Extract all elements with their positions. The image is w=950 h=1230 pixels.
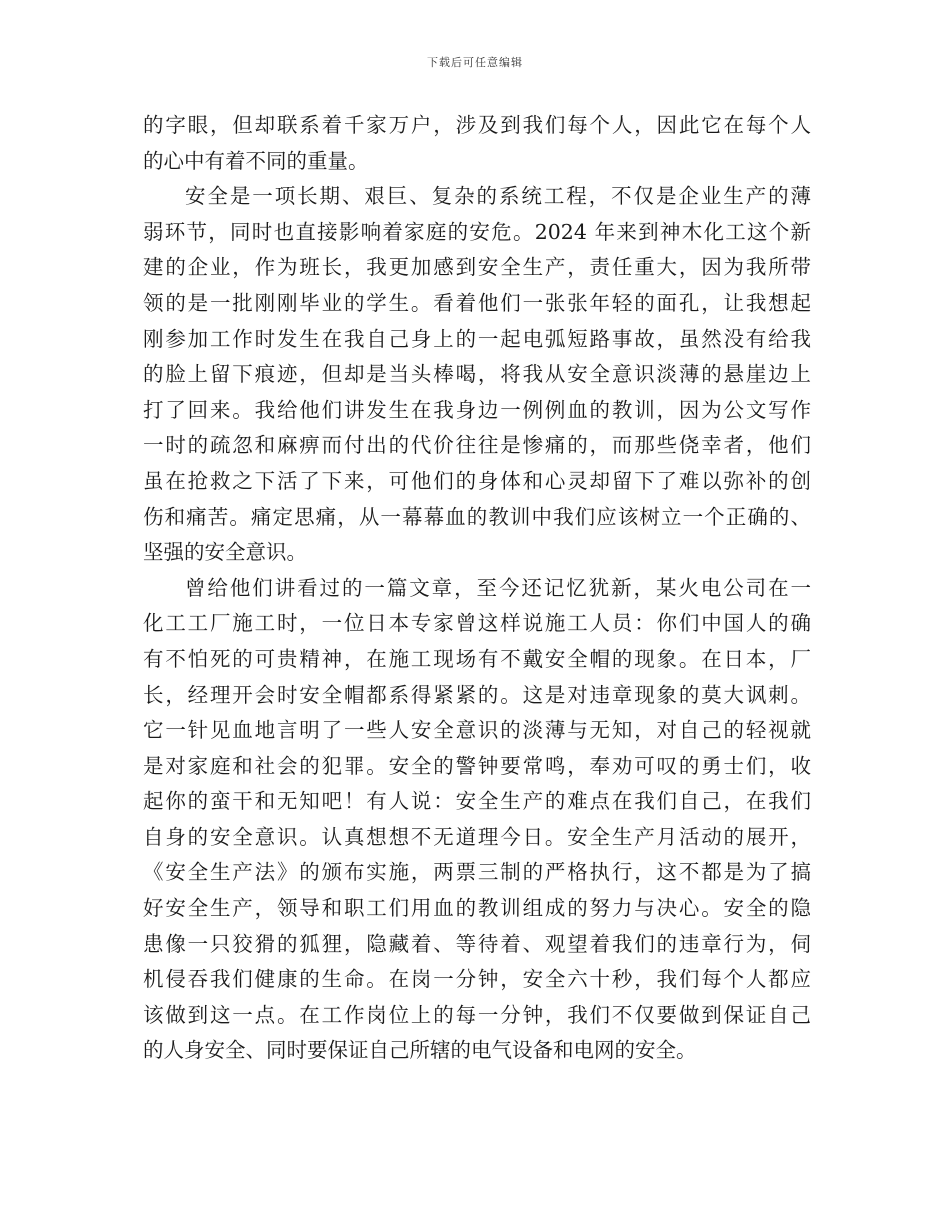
text-line: 一时的疏忽和麻痹而付出的代价往往是惨痛的，而那些侥幸者，他们: [143, 433, 811, 458]
text-line: 是对家庭和社会的犯罪。安全的警钟要常鸣，奉劝可叹的勇士们，收: [143, 753, 811, 778]
text-line: 好安全生产，领导和职工们用血的教训组成的努力与决心。安全的隐: [143, 896, 811, 921]
text-line: 建的企业，作为班长，我更加感到安全生产，责任重大，因为我所带: [143, 255, 811, 280]
text-line: 弱环节，同时也直接影响着家庭的安危。2024 年来到神木化工这个新: [143, 219, 811, 244]
text-line: 的人身安全、同时要保证自己所辖的电气设备和电网的安全。: [143, 1038, 697, 1063]
text-line: 它一针见血地言明了一些人安全意识的淡薄与无知，对自己的轻视就: [143, 718, 811, 743]
text-line: 长，经理开会时安全帽都系得紧紧的。这是对违章现象的莫大讽刺。: [143, 682, 811, 707]
text-line: 自身的安全意识。认真想想不无道理今日。安全生产月活动的展开，: [143, 824, 811, 849]
text-line: 坚强的安全意识。: [143, 540, 307, 565]
text-line: 打了回来。我给他们讲发生在我身边一例例血的教训，因为公文写作: [143, 397, 811, 422]
text-line: 伤和痛苦。痛定思痛，从一幕幕血的教训中我们应该树立一个正确的、: [143, 504, 811, 529]
text-line: 的心中有着不同的重量。: [143, 148, 369, 173]
body-text: [143, 108, 811, 1069]
text-line: 的字眼，但却联系着千家万户，涉及到我们每个人，因此它在每个人: [143, 113, 811, 137]
text-line: 领的是一批刚刚毕业的学生。看着他们一张张年轻的面孔，让我想起: [143, 290, 811, 315]
text-line: 虽在抢救之下活了下来，可他们的身体和心灵却留下了难以弥补的创: [143, 468, 811, 493]
page-header: 下载后可任意编辑: [427, 56, 523, 69]
text-line: 安全是一项长期、艰巨、复杂的系统工程，不仅是企业生产的薄: [185, 184, 811, 209]
text-line: 刚参加工作时发生在我自己身上的一起电弧短路事故，虽然没有给我: [143, 326, 811, 351]
text-line: 患像一只狡猾的狐狸，隐藏着、等待着、观望着我们的违章行为，伺: [143, 931, 811, 956]
text-line: 机侵吞我们健康的生命。在岗一分钟，安全六十秒，我们每个人都应: [143, 967, 811, 992]
text-line: 该做到这一点。在工作岗位上的每一分钟，我们不仅要做到保证自己: [143, 1002, 811, 1027]
text-line: 起你的蛮干和无知吧！有人说：安全生产的难点在我们自己，在我们: [143, 789, 811, 814]
text-line: 曾给他们讲看过的一篇文章，至今还记忆犹新，某火电公司在一: [185, 575, 811, 600]
text-line: 有不怕死的可贵精神，在施工现场有不戴安全帽的现象。在日本，厂: [143, 646, 811, 671]
text-line: 的脸上留下痕迹，但却是当头棒喝，将我从安全意识淡薄的悬崖边上: [143, 362, 811, 387]
text-line: 化工工厂施工时，一位日本专家曾这样说施工人员：你们中国人的确: [143, 611, 811, 636]
text-line: 《安全生产法》的颁布实施，两票三制的严格执行，这不都是为了搞: [143, 860, 811, 885]
